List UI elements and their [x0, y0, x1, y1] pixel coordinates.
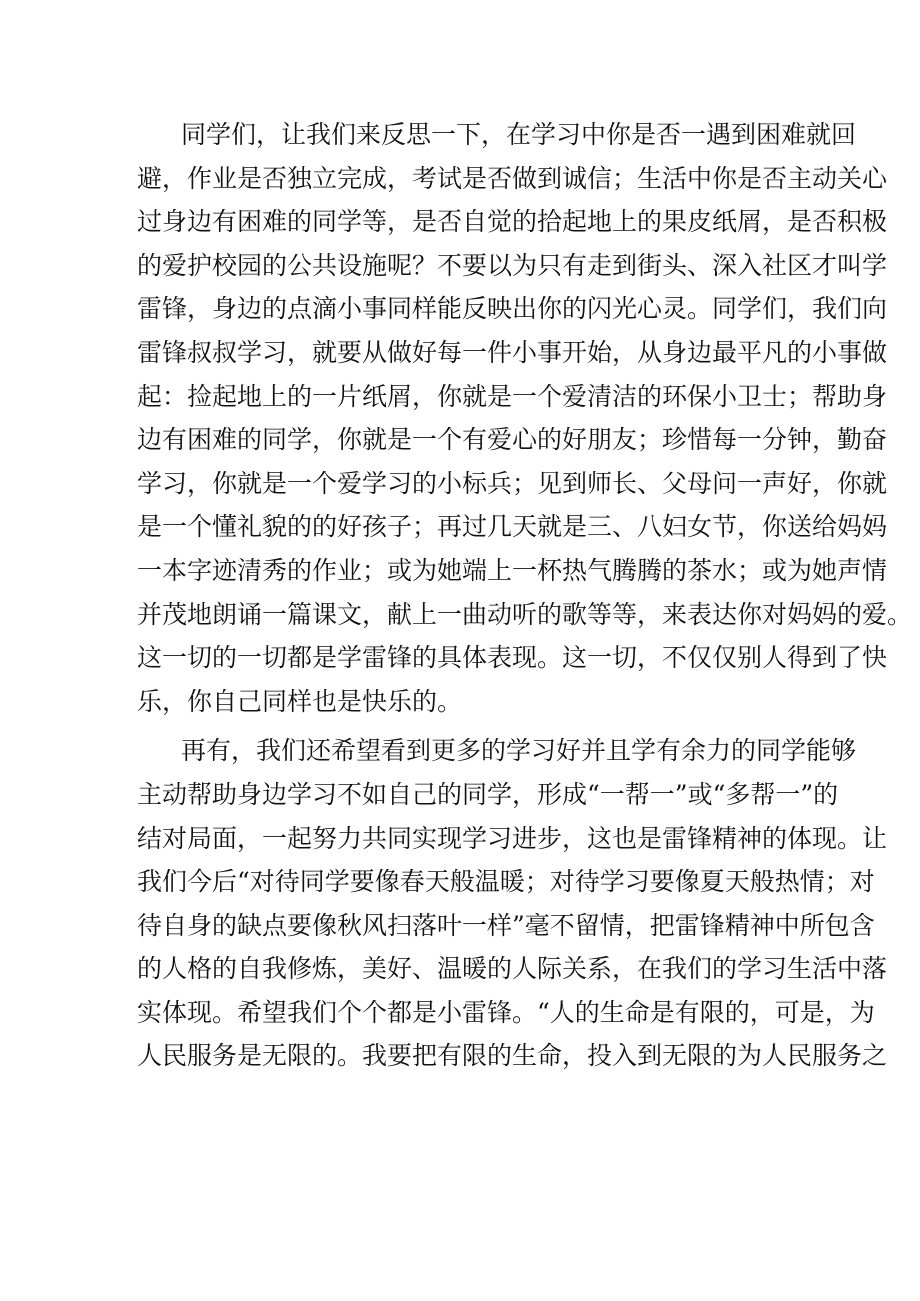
paragraph-line: 一本字迹清秀的作业；或为她端上一杯热气腾腾的茶水；或为她声情 — [137, 555, 888, 585]
paragraph-line: 雷锋，身边的点滴小事同样能反映出你的闪光心灵。同学们，我们向 — [137, 294, 888, 324]
paragraph-line: 我们今后“对待同学要像春天般温暖；对待学习要像夏天般热情；对 — [137, 867, 875, 897]
paragraph-line: 的爱护校园的公共设施呢？不要以为只有走到街头、深入社区才叫学 — [137, 250, 888, 280]
paragraph-1 — [137, 113, 913, 723]
paragraph-line: 结对局面，一起努力共同实现学习进步，这也是雷锋精神的体现。让 — [137, 823, 888, 853]
paragraph-line: 雷锋叔叔学习，就要从做好每一件小事开始，从身边最平凡的小事做 — [137, 337, 888, 367]
paragraph-line: 人民服务是无限的。我要把有限的生命，投入到无限的为人民服务之 — [137, 1041, 888, 1071]
paragraph-line: 再有，我们还希望看到更多的学习好并且学有余力的同学能够 — [181, 736, 857, 766]
paragraph-line: 同学们，让我们来反思一下，在学习中你是否一遇到困难就回 — [181, 120, 857, 149]
paragraph-line: 是一个懂礼貌的的好孩子；再过几天就是三、八妇女节，你送给妈妈 — [137, 512, 888, 542]
paragraph-2 — [137, 729, 888, 1078]
paragraph-line: 实体现。希望我们个个都是小雷锋。“人的生命是有限的，可是，为 — [137, 997, 875, 1027]
paragraph-line: 这一切的一切都是学雷锋的具体表现。这一切，不仅仅别人得到了快 — [137, 643, 888, 673]
document-body — [137, 113, 913, 1078]
paragraph-line: 主动帮助身边学习不如自己的同学，形成“一帮一”或“多帮一”的 — [137, 779, 839, 809]
paragraph-line: 起：捡起地上的一片纸屑，你就是一个爱清洁的环保小卫士；帮助身 — [137, 381, 888, 411]
paragraph-line: 乐，你自己同样也是快乐的。 — [137, 686, 463, 716]
paragraph-line: 避，作业是否独立完成，考试是否做到诚信；生活中你是否主动关心 — [137, 163, 888, 193]
paragraph-line: 边有困难的同学，你就是一个有爱心的好朋友；珍惜每一分钟，勤奋 — [137, 425, 888, 455]
paragraph-line: 并茂地朗诵一篇课文，献上一曲动听的歌等等，来表达你对妈妈的爱。 — [137, 599, 913, 629]
paragraph-line: 过身边有困难的同学等，是否自觉的拾起地上的果皮纸屑，是否积极 — [137, 207, 888, 237]
paragraph-line: 待自身的缺点要像秋风扫落叶一样”毫不留情，把雷锋精神中所包含 — [137, 910, 875, 940]
paragraph-line: 学习，你就是一个爱学习的小标兵；见到师长、父母问一声好，你就 — [137, 468, 888, 498]
paragraph-line: 的人格的自我修炼，美好、温暖的人际关系，在我们的学习生活中落 — [137, 954, 888, 984]
